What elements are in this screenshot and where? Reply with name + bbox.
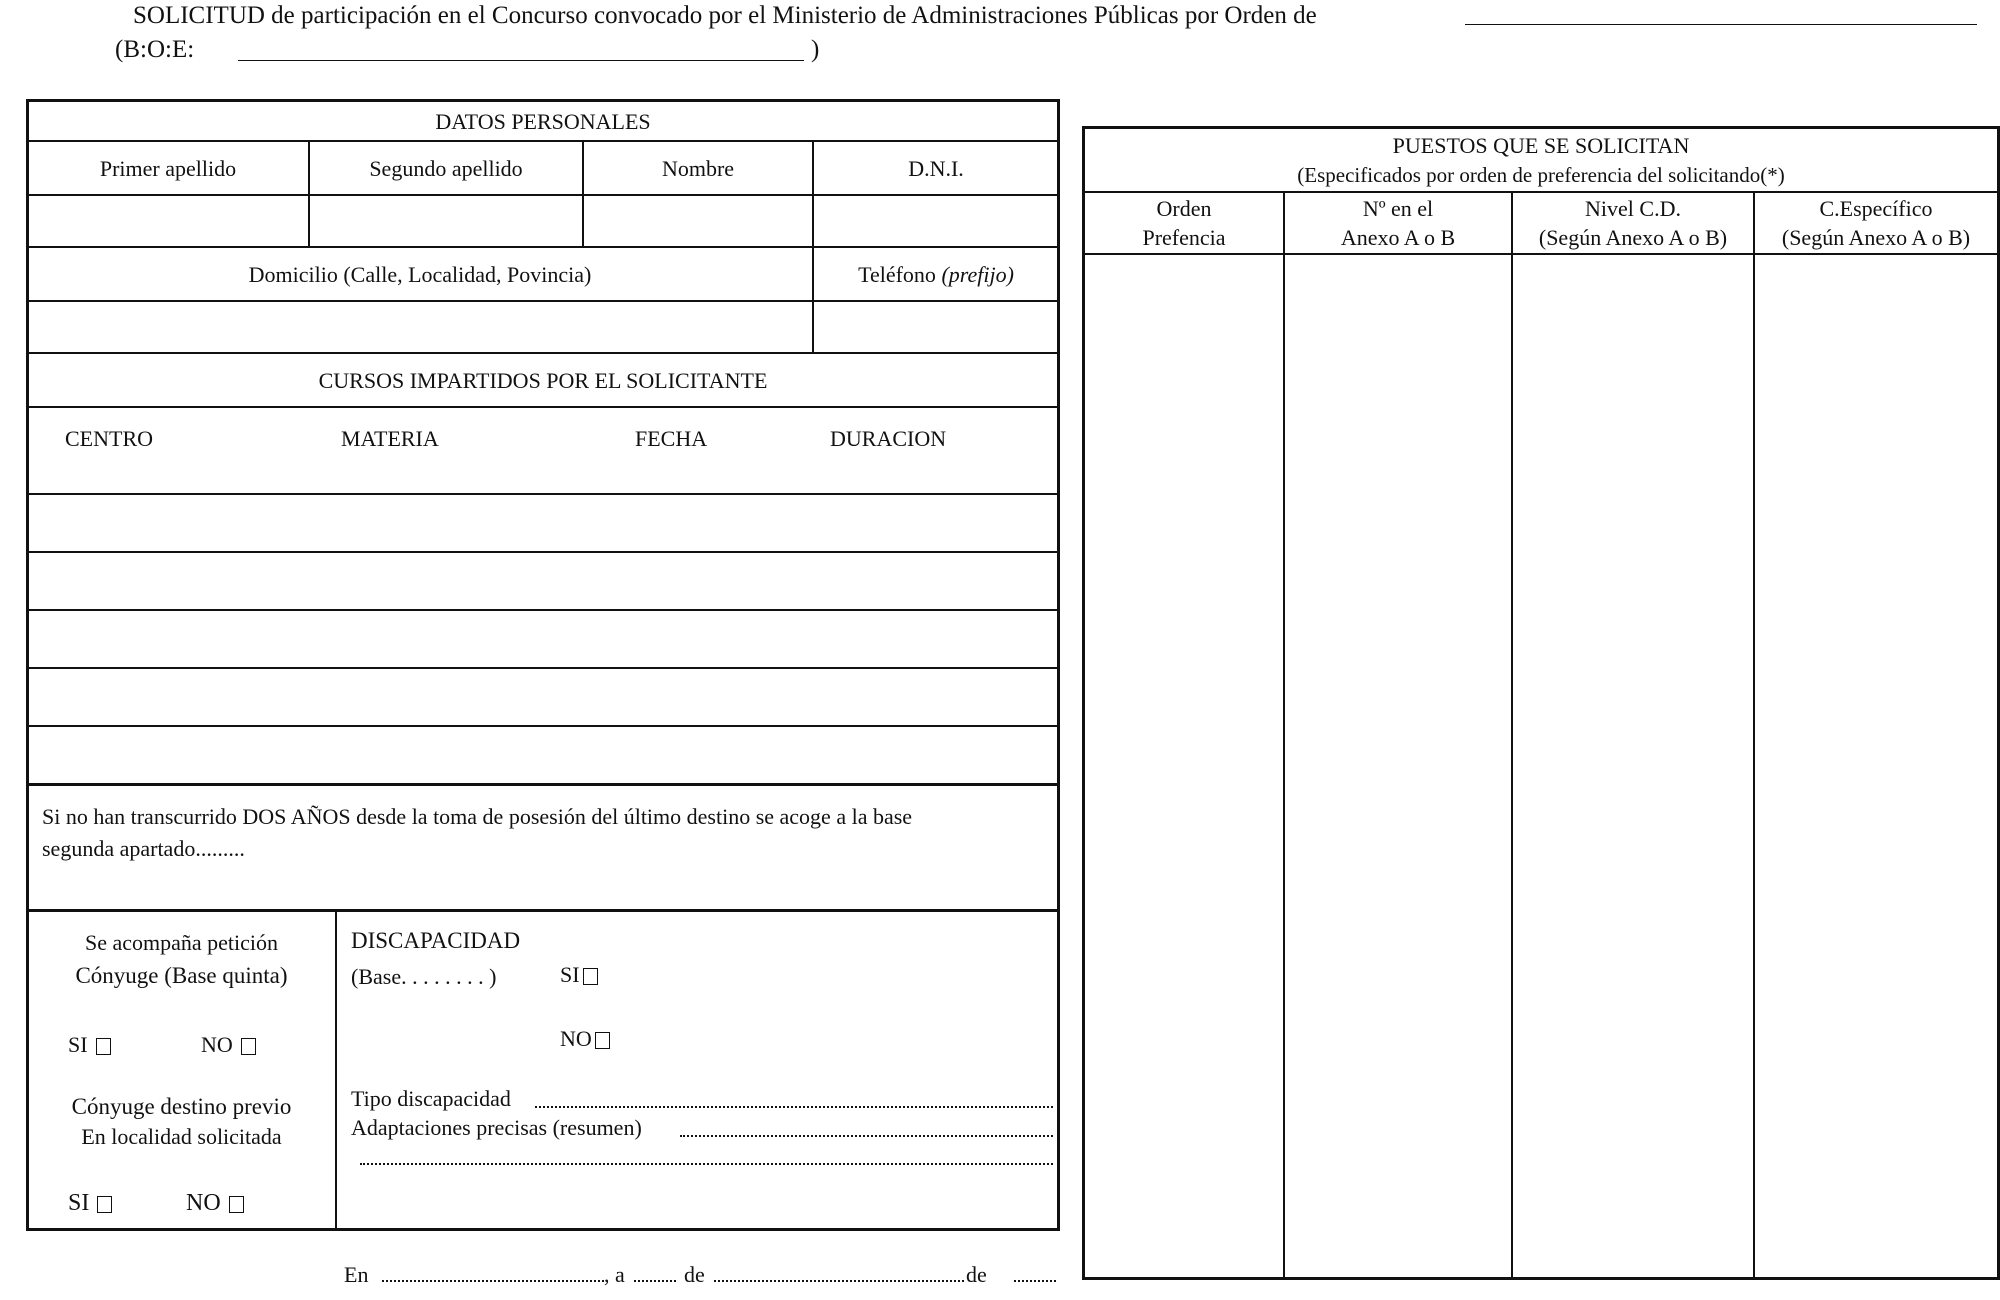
conyuge-no-checkbox[interactable] <box>241 1038 256 1055</box>
discapacidad-si[interactable] <box>560 962 598 988</box>
tipo-discapacidad-field[interactable] <box>535 1093 1053 1108</box>
domicilio-label: Domicilio (Calle, Localidad, Povincia) <box>248 261 592 287</box>
discapacidad-si-checkbox[interactable] <box>583 968 598 985</box>
conyuge-no[interactable] <box>201 1032 256 1058</box>
especifico-column-field[interactable] <box>1755 255 1997 1277</box>
nombre-label: Nombre <box>661 155 735 181</box>
conyuge-dest2: En localidad solicitada <box>81 1124 282 1149</box>
anexo-column-field[interactable] <box>1285 255 1511 1277</box>
conyuge-line1: Se acompaña petición <box>84 930 279 955</box>
curso-row-4[interactable] <box>28 669 1058 725</box>
discapacidad-si-label: SI <box>560 962 580 987</box>
datos-personales-title: DATOS PERSONALES <box>435 108 651 134</box>
col-anexo-l1: Nº en el <box>1362 196 1434 221</box>
primer-apellido-label: Primer apellido <box>99 155 237 181</box>
conyuge-no-label: NO <box>201 1032 233 1057</box>
conyuge-no2[interactable] <box>186 1190 244 1217</box>
conyuge-si2-checkbox[interactable] <box>97 1196 112 1213</box>
telefono-field[interactable] <box>814 302 1058 352</box>
conyuge-si-label: SI <box>68 1032 88 1057</box>
curso-row-2[interactable] <box>28 553 1058 609</box>
nombre-field[interactable] <box>584 196 812 246</box>
form-heading-line1: SOLICITUD de participación en el Concurso convocado por el Ministerio de Administraciones Públicas por Orden de <box>133 2 1317 29</box>
boe-close: ) <box>811 36 820 63</box>
firma-mes-field[interactable] <box>714 1268 964 1282</box>
discapacidad-base: (Base. . . . . . . . ) <box>351 964 497 989</box>
discapacidad-no[interactable] <box>560 1026 610 1052</box>
col-nivel-l2: (Según Anexo A o B) <box>1538 225 1728 250</box>
telefono-hint: (prefijo) <box>941 261 1014 287</box>
boe-label: (B:O:E: <box>115 36 195 63</box>
col-fecha: FECHA <box>635 426 708 451</box>
col-especifico <box>1755 193 1997 253</box>
col-anexo <box>1285 193 1511 253</box>
firma-a: , a <box>604 1262 625 1287</box>
firma-en: En <box>344 1262 369 1287</box>
curso-row-3[interactable] <box>28 611 1058 667</box>
col-orden-l2: Prefencia <box>1142 225 1226 250</box>
firma-ano-field[interactable] <box>1014 1268 1056 1282</box>
adaptaciones-field[interactable] <box>680 1122 1053 1137</box>
conyuge-si[interactable] <box>68 1032 111 1058</box>
firma-de1: de <box>684 1262 705 1287</box>
col-orden <box>1085 193 1283 253</box>
primer-apellido-field[interactable] <box>28 196 308 246</box>
puestos-subtitle: (Especificados por orden de preferencia del solicitando(*) <box>1297 162 1785 187</box>
dos-anos-line2: segunda apartado......... <box>42 836 245 861</box>
dni-label: D.N.I. <box>908 155 964 181</box>
firma-de2: de <box>966 1262 987 1287</box>
telefono-label <box>814 248 1058 300</box>
conyuge-line2: Cónyuge (Base quinta) <box>75 963 288 988</box>
telefono-text: Teléfono <box>858 261 936 287</box>
cursos-title: CURSOS IMPARTIDOS POR EL SOLICITANTE <box>318 367 768 393</box>
conyuge-dest1: Cónyuge destino previo <box>71 1094 292 1119</box>
tipo-discapacidad-label: Tipo discapacidad <box>351 1086 511 1111</box>
conyuge-si-checkbox[interactable] <box>96 1038 111 1055</box>
curso-row-5[interactable] <box>28 727 1058 783</box>
discapacidad-no-checkbox[interactable] <box>595 1032 610 1049</box>
conyuge-no2-label: NO <box>186 1190 221 1216</box>
col-centro: CENTRO <box>65 426 153 451</box>
nivel-column-field[interactable] <box>1513 255 1753 1277</box>
domicilio-field[interactable] <box>28 302 812 352</box>
col-materia: MATERIA <box>341 426 439 451</box>
discapacidad-title: DISCAPACIDAD <box>351 928 521 953</box>
col-duracion: DURACION <box>830 426 947 451</box>
adaptaciones-field-2[interactable] <box>360 1150 1053 1165</box>
orden-column-field[interactable] <box>1085 255 1283 1277</box>
boe-field[interactable] <box>238 60 804 61</box>
puestos-title: PUESTOS QUE SE SOLICITAN <box>1392 132 1690 158</box>
dni-field[interactable] <box>814 196 1058 246</box>
orden-field[interactable] <box>1465 24 1977 25</box>
discapacidad-no-label: NO <box>560 1026 592 1051</box>
firma-dia-field[interactable] <box>634 1268 676 1282</box>
conyuge-si2-label: SI <box>68 1190 90 1216</box>
firma-lugar-field[interactable] <box>382 1268 604 1282</box>
col-nivel-l1: Nivel C.D. <box>1585 196 1681 221</box>
col-especifico-l2: (Según Anexo A o B) <box>1781 225 1971 250</box>
col-orden-l1: Orden <box>1156 196 1212 221</box>
conyuge-si2[interactable] <box>68 1190 112 1217</box>
conyuge-no2-checkbox[interactable] <box>229 1196 244 1213</box>
col-nivel <box>1513 193 1753 253</box>
curso-row-1[interactable] <box>28 495 1058 551</box>
segundo-apellido-field[interactable] <box>310 196 582 246</box>
adaptaciones-label: Adaptaciones precisas (resumen) <box>351 1115 642 1140</box>
col-especifico-l1: C.Específico <box>1819 196 1933 221</box>
dos-anos-line1: Si no han transcurrido DOS AÑOS desde la toma de posesión del último destino se acoge a la base <box>42 804 913 829</box>
col-anexo-l2: Anexo A o B <box>1340 225 1456 250</box>
segundo-apellido-label: Segundo apellido <box>369 155 523 181</box>
